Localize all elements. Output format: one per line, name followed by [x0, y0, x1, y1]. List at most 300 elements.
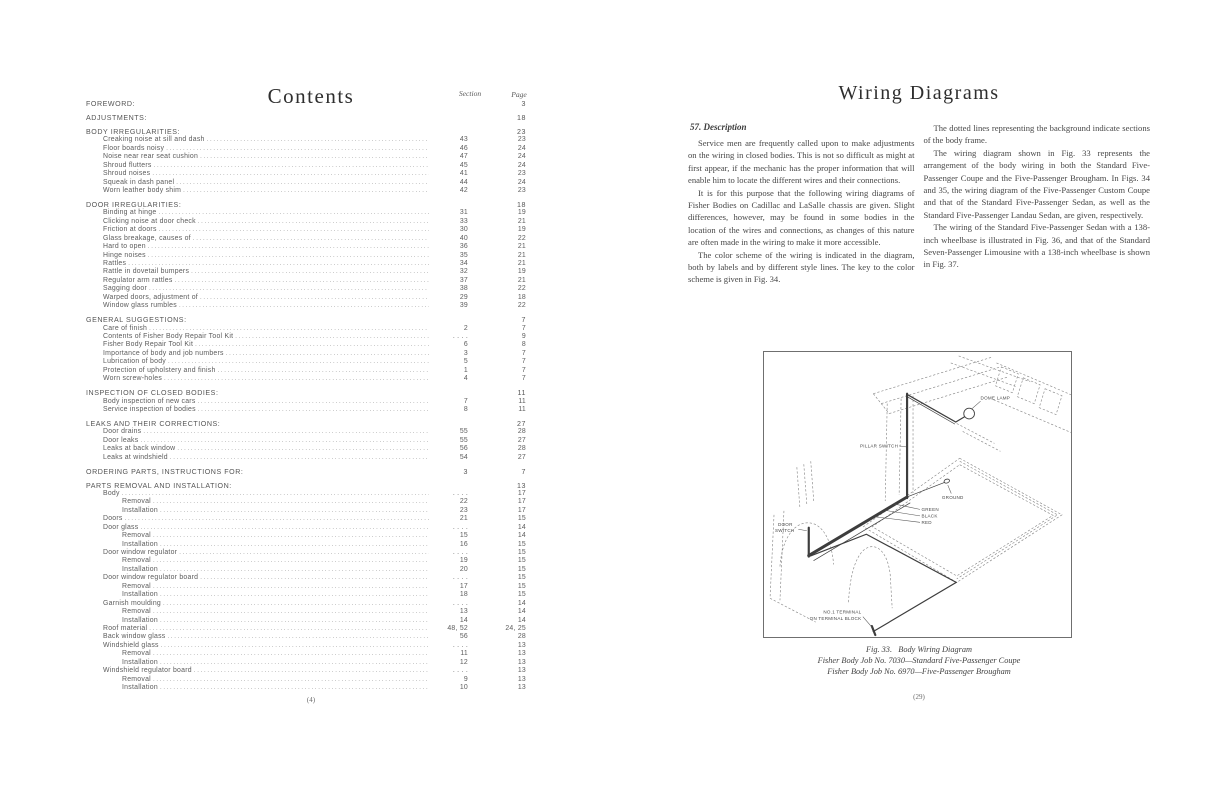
ground-clamp — [944, 478, 951, 483]
toc-page-number: 7 — [521, 324, 526, 332]
toc-page-number: 23 — [517, 170, 526, 178]
toc-section-number: 29 — [459, 293, 468, 301]
toc-entry-label: Contents of Fisher Body Repair Tool Kit — [103, 332, 234, 340]
toc-section-number: 8 — [463, 405, 468, 413]
toc-entry-label: Hinge noises — [103, 251, 146, 259]
dot-leader — [153, 676, 429, 684]
toc-page-number: 18 — [517, 200, 526, 209]
diagram-label: SWITCH — [775, 528, 795, 534]
toc-page-number: 11 — [518, 397, 526, 405]
toc-row — [86, 532, 536, 540]
dot-leader — [200, 153, 429, 161]
toc-row — [86, 218, 536, 226]
toc-entry-label: Care of finish — [103, 324, 148, 332]
dot-leader — [153, 532, 429, 540]
toc-row — [86, 667, 536, 675]
dot-leader — [149, 325, 429, 333]
toc-section-number: 55 — [459, 428, 468, 436]
toc-entry-label: Removal — [122, 650, 151, 658]
toc-page-number: 28 — [517, 445, 526, 453]
section-heading: 57. Description — [690, 122, 747, 132]
toc-section-number: 48, 52 — [447, 624, 468, 632]
toc-page-number: 18 — [517, 113, 526, 122]
figure-caption — [688, 644, 1150, 677]
toc-section-number: 56 — [459, 445, 468, 453]
toc-entry-label: Body — [103, 489, 120, 497]
toc-section-number: . . . . — [452, 489, 468, 497]
page-number-right: (29) — [913, 693, 925, 701]
dot-leader — [125, 515, 429, 523]
toc-row — [86, 574, 536, 582]
toc-page-number: 14 — [517, 532, 526, 540]
toc-entry-label: PARTS REMOVAL AND INSTALLATION: — [86, 481, 232, 490]
toc-page-number: 11 — [517, 389, 526, 398]
toc-page-number: 17 — [517, 498, 526, 506]
dot-leader — [154, 162, 429, 170]
toc-page-number: 14 — [517, 616, 526, 624]
toc-page-number: 28 — [517, 633, 526, 641]
toc-entry-label: Shroud flutters — [103, 161, 152, 169]
toc-section-number: 4 — [463, 375, 468, 383]
toc-row — [86, 243, 536, 251]
toc-section-number: 55 — [459, 436, 468, 444]
toc-row — [86, 591, 536, 599]
toc-page-number: 24 — [517, 178, 526, 186]
toc-row — [86, 153, 536, 161]
toc-page-number: 7 — [521, 467, 526, 476]
dot-leader — [153, 608, 429, 616]
dot-leader — [160, 507, 429, 515]
toc-section-number: 43 — [459, 136, 468, 144]
article-columns — [688, 122, 1150, 286]
diagram-label: ON TERMINAL BLOCK — [809, 616, 862, 622]
toc-row — [86, 468, 536, 476]
body-wiring-diagram — [764, 352, 1071, 637]
toc-row — [86, 659, 536, 667]
toc-row — [86, 454, 536, 462]
dot-leader — [143, 428, 429, 436]
toc-page-number: 21 — [517, 243, 526, 251]
toc-entry-label: Removal — [122, 582, 151, 590]
toc-row — [86, 350, 536, 358]
toc-page-number: 21 — [517, 276, 526, 284]
diagram-label: RED — [921, 519, 932, 525]
toc-section-number: 46 — [459, 144, 468, 152]
toc-section-number: 16 — [459, 540, 468, 548]
dot-leader — [148, 252, 429, 260]
toc-entry-label: Removal — [122, 532, 151, 540]
leader-lines — [798, 401, 980, 627]
toc-entry-label: Binding at hinge — [103, 209, 157, 217]
toc-entry-label: Body inspection of new cars — [103, 397, 196, 405]
toc-page-number: 15 — [517, 515, 526, 523]
toc-entry-label: Shroud noises — [103, 170, 151, 178]
toc-row — [86, 684, 536, 692]
toc-page-number: 23 — [517, 127, 526, 136]
toc-section-number: 3 — [463, 349, 468, 357]
toc-section-number: . . . . — [452, 549, 468, 556]
toc-entry-label: Door glass — [103, 523, 139, 531]
toc-section-number: . . . . — [452, 667, 468, 675]
dot-leader — [176, 179, 429, 187]
toc-row — [86, 633, 536, 641]
toc-row — [86, 676, 536, 684]
toc-section-number: . . . . — [452, 641, 468, 649]
toc-section-number: 54 — [459, 453, 468, 461]
toc-page-number: 13 — [517, 684, 526, 691]
dot-leader — [183, 187, 429, 195]
toc-entry-label: Removal — [122, 498, 151, 506]
toc-row — [86, 566, 536, 574]
toc-entry-label: Noise near rear seat cushion — [103, 153, 199, 161]
toc-entry-label: Roof material — [103, 624, 148, 632]
toc-page-number: 8 — [521, 341, 526, 349]
dot-leader — [179, 549, 429, 557]
toc-page-number: 22 — [517, 285, 526, 293]
article-paragraph: The dotted lines representing the background indicate sections of the body frame. — [923, 123, 1150, 146]
toc-entry-label: Floor boards noisy — [103, 144, 165, 152]
toc-entry-label: Door window regulator — [103, 549, 178, 556]
dot-leader — [163, 600, 429, 608]
toc-row — [86, 136, 536, 144]
toc-page-number: 27 — [517, 436, 526, 444]
toc-section-number: 20 — [459, 565, 468, 573]
dot-leader — [128, 260, 429, 268]
toc-section-number: 11 — [460, 650, 468, 658]
toc-page-number: 7 — [521, 366, 526, 374]
toc-section-number: 42 — [459, 186, 468, 194]
toc-section-number: 39 — [459, 302, 468, 310]
toc-row — [86, 226, 536, 234]
caption-line: Fisher Body Job No. 7030—Standard Five-Passenger Coupe — [817, 656, 1021, 665]
toc-page-number: 13 — [517, 658, 526, 666]
dot-leader — [153, 557, 429, 565]
toc-page-number: 24 — [517, 144, 526, 152]
dot-leader — [207, 136, 429, 144]
toc-row — [86, 375, 536, 383]
toc-page-number: 22 — [517, 302, 526, 310]
dot-leader — [167, 633, 429, 641]
col2-paragraphs — [924, 122, 1151, 271]
toc-section-number: 5 — [463, 358, 468, 366]
dot-leader — [159, 226, 429, 234]
toc-entry-label: ADJUSTMENTS: — [86, 113, 147, 122]
toc-entry-label: Windshield regulator board — [103, 667, 192, 675]
wiring-diagram-figure — [763, 351, 1072, 638]
toc-row — [86, 187, 536, 195]
toc-section-number: 9 — [463, 675, 468, 683]
toc-row — [86, 549, 536, 557]
toc-page-number: 17 — [517, 506, 526, 514]
diagram-label: BLACK — [921, 513, 938, 519]
toc-entry-label: Warped doors, adjustment of — [103, 293, 198, 301]
toc-section-number: 56 — [459, 633, 468, 641]
toc-entry-label: Removal — [122, 557, 151, 565]
toc-row — [86, 179, 536, 187]
caption-line: Fig. 33. Body Wiring Diagram — [865, 645, 972, 654]
toc-column-header-page: Page — [511, 90, 527, 99]
dot-leader — [160, 566, 429, 574]
toc-section-number: 14 — [459, 616, 468, 624]
toc-entry-label: Creaking noise at sill and dash — [103, 136, 205, 144]
dot-leader — [170, 454, 429, 462]
toc-section-number: 31 — [459, 209, 468, 217]
toc-section-number: . . . . — [452, 523, 468, 531]
toc-page-number: 13 — [517, 667, 526, 675]
toc-page-number: 14 — [517, 599, 526, 607]
dot-leader — [177, 445, 429, 453]
toc-row — [86, 600, 536, 608]
toc-entry-label: Hard to open — [103, 243, 146, 251]
toc-entry-label: GENERAL SUGGESTIONS: — [86, 316, 187, 325]
toc-page-number: 19 — [517, 209, 526, 217]
toc-section-number: 18 — [459, 591, 468, 599]
toc-section-number: 6 — [463, 341, 468, 349]
toc-entry-label: Worn screw-holes — [103, 375, 163, 383]
toc-page-number: 7 — [521, 375, 526, 383]
toc-entry-label: Back window glass — [103, 633, 166, 641]
toc-row — [86, 316, 536, 324]
dot-leader — [160, 541, 429, 549]
toc-entry-label: LEAKS AND THEIR CORRECTIONS: — [86, 419, 221, 428]
dot-leader — [235, 333, 429, 341]
toc-section-number: 36 — [459, 243, 468, 251]
toc-row — [86, 437, 536, 445]
toc-section-number: 34 — [459, 259, 468, 267]
toc-page-number: 3 — [521, 100, 526, 108]
toc-section-number: . . . . — [452, 332, 468, 340]
dot-leader — [166, 145, 429, 153]
body-frame-dashed-outline — [770, 356, 1071, 622]
wiring-page-title: Wiring Diagrams — [838, 82, 1000, 104]
toc-row — [86, 608, 536, 616]
toc-entry-label: BODY IRREGULARITIES: — [86, 127, 181, 136]
toc-section-number: . . . . — [452, 574, 468, 582]
toc-entry-label: Glass breakage, causes of — [103, 234, 191, 242]
dot-leader — [161, 642, 429, 650]
toc-page-number: 27 — [517, 453, 526, 461]
dot-leader — [149, 625, 429, 633]
toc-entry-label: Leaks at back window — [103, 445, 176, 453]
toc-row — [86, 498, 536, 506]
toc-row — [86, 389, 536, 397]
toc-entry-label: DOOR IRREGULARITIES: — [86, 200, 182, 209]
toc-entry-label: Doors — [103, 515, 123, 523]
toc-row — [86, 490, 536, 498]
article-paragraph: Service men are frequently called upon to make adjustments on the wiring in closed bodies. This is not so difficult as might at first appear, if the mechanic has the proper information that will enable him to locate the different wires and their connections. — [688, 138, 915, 186]
toc-row — [86, 294, 536, 302]
dot-leader — [200, 294, 429, 302]
toc-section-number: 1 — [463, 366, 468, 374]
dot-leader — [175, 277, 429, 285]
toc-page-number: 15 — [517, 591, 526, 599]
toc-page-number: 18 — [517, 293, 526, 301]
toc-row — [86, 642, 536, 650]
toc-section-number: 32 — [459, 268, 468, 276]
article-column-1 — [688, 122, 915, 286]
toc-row — [86, 235, 536, 243]
toc-entry-label: Squeak in dash panel — [103, 178, 175, 186]
dot-leader — [194, 667, 429, 675]
toc-entry-label: ORDERING PARTS, INSTRUCTIONS FOR: — [86, 467, 244, 476]
toc-entry-label: Fisher Body Repair Tool Kit — [103, 341, 194, 349]
dot-leader — [198, 398, 429, 406]
toc-page-number: 15 — [517, 574, 526, 582]
toc-page-number: 21 — [517, 259, 526, 267]
toc-section-number: 38 — [459, 285, 468, 293]
toc-page-number: 13 — [517, 481, 526, 490]
toc-row — [86, 277, 536, 285]
toc-row — [86, 398, 536, 406]
toc-row — [86, 170, 536, 178]
toc-page-number: 17 — [517, 489, 526, 497]
toc-row — [86, 650, 536, 658]
toc-entry-label: Removal — [122, 675, 151, 683]
toc-page-number: 7 — [521, 316, 526, 325]
toc-entry-label: Regulator arm rattles — [103, 276, 173, 284]
toc-entry-label: Sagging door — [103, 285, 147, 293]
toc-page-number: 7 — [521, 358, 526, 366]
dot-leader — [226, 350, 429, 358]
toc-section-number: 15 — [459, 532, 468, 540]
toc-row — [86, 333, 536, 341]
toc-entry-label: Door drains — [103, 428, 142, 436]
diagram-label: DOME LAMP — [980, 395, 1011, 401]
toc-row — [86, 114, 536, 122]
toc-entry-label: INSPECTION OF CLOSED BODIES: — [86, 389, 219, 398]
toc-section-number: 3 — [463, 467, 468, 476]
toc-entry-label: Installation — [122, 591, 158, 599]
dot-leader — [198, 218, 429, 226]
dot-leader — [152, 170, 429, 178]
dot-leader — [198, 406, 429, 414]
toc-row — [86, 428, 536, 436]
toc-section-number: . . . . — [452, 599, 468, 607]
toc-entry-label: Garnish moulding — [103, 599, 162, 607]
toc-section-number: 44 — [459, 178, 468, 186]
toc-row — [86, 541, 536, 549]
dot-leader — [160, 591, 429, 599]
toc-entry-label: Leaks at windshield — [103, 453, 168, 461]
toc-entry-label: Installation — [122, 540, 158, 548]
toc-row — [86, 128, 536, 136]
toc-page-number: 19 — [517, 226, 526, 234]
toc-page-number: 14 — [517, 523, 526, 531]
toc-row — [86, 162, 536, 170]
toc-page-number: 23 — [517, 186, 526, 194]
toc-section-number: 30 — [459, 226, 468, 234]
toc-row — [86, 302, 536, 310]
toc-entry-label: Door window regulator board — [103, 574, 199, 582]
toc-page-number: 11 — [518, 405, 526, 413]
toc-page-number: 28 — [517, 428, 526, 436]
toc-section-number: 19 — [459, 557, 468, 565]
toc-entry-label: Service inspection of bodies — [103, 405, 196, 413]
toc-entry-label: Door leaks — [103, 436, 139, 444]
toc-row — [86, 252, 536, 260]
dot-leader — [140, 437, 429, 445]
toc-entry-label: Rattle in dovetail bumpers — [103, 268, 190, 276]
article-paragraph: The wiring diagram shown in Fig. 33 represents the arrangement of the body wiring in both the Standard Five-Passenger Coupe and the Five-Passenger Brougham. In Figs. 34 and 35, the wiring diagram of the Five-Passenger Custom Coupe and that of the Standard Five-Passenger Sedan, as well as the Standard Five-Passenger Landau Sedan, are given, respectively. — [923, 147, 1150, 220]
toc-row — [86, 617, 536, 625]
toc-page-number: 13 — [517, 641, 526, 649]
toc-entry-label: Installation — [122, 565, 158, 573]
dot-leader — [149, 285, 429, 293]
toc-page-number: 15 — [517, 557, 526, 565]
dot-leader — [200, 574, 429, 582]
toc-row — [86, 445, 536, 453]
toc-row — [86, 209, 536, 217]
col1-paragraphs — [688, 137, 915, 286]
diagram-label: GREEN — [921, 506, 939, 512]
toc-section-number: 17 — [459, 582, 468, 590]
toc-entry-label: Installation — [122, 616, 158, 624]
toc-row — [86, 341, 536, 349]
toc-page-number: 19 — [517, 268, 526, 276]
toc-entry-label: Worn leather body shim — [103, 186, 182, 194]
toc-section-number: 22 — [459, 498, 468, 506]
toc-page-number: 24 — [517, 161, 526, 169]
toc-row — [86, 145, 536, 153]
dot-leader — [153, 498, 429, 506]
toc-entry-label: Installation — [122, 684, 158, 691]
toc-row — [86, 358, 536, 366]
dot-leader — [218, 367, 429, 375]
dot-leader — [160, 684, 429, 692]
toc-row — [86, 325, 536, 333]
article-paragraph: The color scheme of the wiring is indicated in the diagram, both by labels and by different style lines. The key to the color scheme is given in Fig. 34. — [688, 249, 915, 285]
diagram-label: GROUND — [941, 494, 964, 500]
toc-page-number: 23 — [517, 136, 526, 144]
toc-row — [86, 100, 536, 108]
dome-lamp-wire — [908, 395, 965, 422]
toc-page-number: 27 — [517, 419, 526, 428]
toc-row — [86, 583, 536, 591]
toc-column-header-section: Section — [458, 89, 482, 98]
toc-entry-label: Removal — [122, 608, 151, 616]
diagram-label: NO.1 TERMINAL — [823, 609, 862, 615]
toc-entry-label: Lubrication of body — [103, 358, 166, 366]
toc-section-number: 33 — [459, 217, 468, 225]
toc-page-number: 24, 25 — [505, 624, 526, 632]
toc-page-number: 7 — [521, 349, 526, 357]
toc-row — [86, 557, 536, 565]
toc-section-number: 10 — [459, 684, 468, 691]
toc-page-number: 13 — [517, 650, 526, 658]
toc-page-number: 15 — [517, 582, 526, 590]
toc-entry-label: Rattles — [103, 259, 127, 267]
toc-page-number: 22 — [517, 234, 526, 242]
toc-row — [86, 420, 536, 428]
toc-page-number: 14 — [517, 608, 526, 616]
toc-section-number: 7 — [463, 397, 468, 405]
toc-row — [86, 260, 536, 268]
dot-leader — [140, 524, 429, 532]
dot-leader — [164, 375, 429, 383]
toc-section-number: 13 — [459, 608, 468, 616]
toc-row — [86, 268, 536, 276]
article-paragraph: The wiring of the Standard Five-Passenger Sedan with a 138-inch wheelbase is illustrated in Fig. 36, and that of the Standard Seven-Passenger Limousine with a 138-inch wheelbase is shown in Fig. 37. — [923, 222, 1150, 270]
toc-page-number: 13 — [517, 675, 526, 683]
dot-leader — [153, 583, 429, 591]
dot-leader — [153, 650, 429, 658]
dot-leader — [158, 209, 429, 217]
toc-row — [86, 367, 536, 375]
toc-row — [86, 507, 536, 515]
toc-entry-label: Installation — [122, 506, 158, 514]
dome-lamp-circle — [964, 408, 975, 419]
toc-entry-label: Protection of upholstery and finish — [103, 366, 216, 374]
